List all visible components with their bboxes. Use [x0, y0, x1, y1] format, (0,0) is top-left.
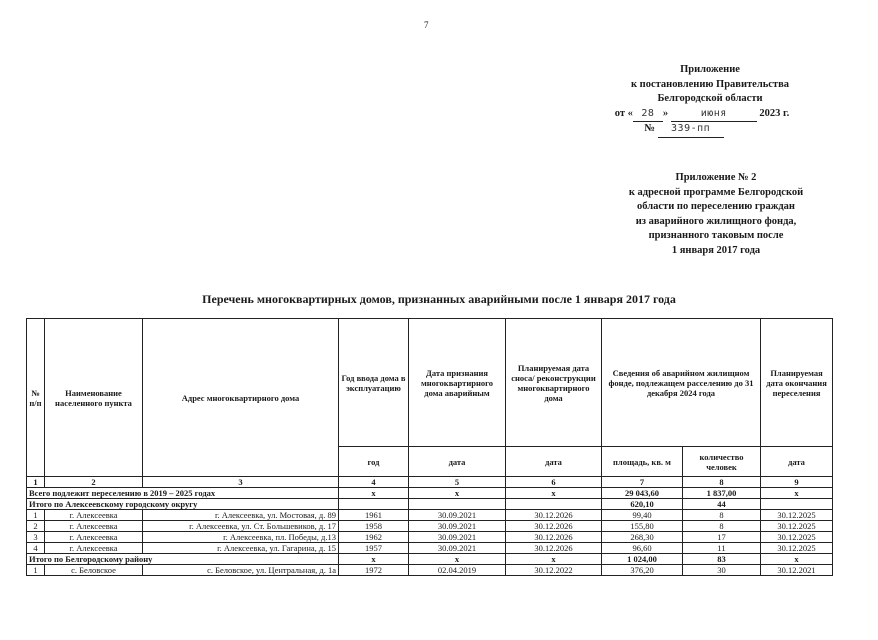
appendix2-line: 1 января 2017 года — [671, 244, 761, 256]
appendix2-line: к адресной программе Белгородской — [628, 186, 804, 198]
header-locality: Наименование населенного пункта — [45, 319, 143, 477]
appendix2-line: области по переселению граждан — [637, 201, 795, 212]
col-number: 5 — [409, 477, 506, 488]
col-number: 2 — [45, 477, 143, 488]
row-date-emergency: 30.09.2021 — [409, 543, 506, 554]
appendix-number-line — [534, 122, 834, 138]
row-num: 2 — [27, 521, 45, 532]
total-date: х — [506, 488, 602, 499]
header-row — [27, 319, 833, 447]
row-area: 96,60 — [602, 543, 683, 554]
row-date-demolition: 30.12.2026 — [506, 543, 602, 554]
table-row — [27, 521, 833, 532]
date-month: июня — [671, 107, 757, 123]
total-area: 29 043,60 — [602, 488, 683, 499]
row-area: 268,30 — [602, 532, 683, 543]
appendix-header — [560, 63, 860, 138]
total-row — [27, 488, 833, 499]
row-date-demolition: 30.12.2022 — [506, 565, 602, 576]
appendix2-line: из аварийного жилищного фонда, — [635, 215, 797, 227]
group-total-row — [27, 499, 833, 510]
group-area: 1 024,00 — [602, 554, 683, 565]
date-year: 2023 г. — [759, 107, 790, 119]
row-address: г. Алексеевка, пл. Победы, д.13 — [143, 532, 339, 543]
row-num: 3 — [27, 532, 45, 543]
group-year: х — [339, 554, 409, 565]
row-locality: г. Алексеевка — [45, 521, 143, 532]
row-year: 1972 — [339, 565, 409, 576]
row-num: 1 — [27, 510, 45, 521]
appendix2-line: признанного таковым после — [648, 230, 784, 241]
row-people: 17 — [683, 532, 761, 543]
date-prefix: от « — [614, 107, 633, 119]
appendix-line-1: Приложение — [680, 64, 740, 75]
total-year: х — [339, 488, 409, 499]
appendix2-header — [596, 171, 836, 258]
row-year: 1958 — [339, 521, 409, 532]
group-total-row — [27, 554, 833, 565]
row-date-emergency: 30.09.2021 — [409, 510, 506, 521]
date-day: 28 — [633, 107, 663, 123]
header-address: Адрес многоквартирного дома — [143, 319, 339, 477]
appendix-line-3: Белгородской области — [657, 93, 763, 104]
row-date-end: 30.12.2025 — [761, 532, 833, 543]
row-year: 1957 — [339, 543, 409, 554]
row-date-end: 30.12.2025 — [761, 543, 833, 554]
row-people: 8 — [683, 510, 761, 521]
row-date-demolition: 30.12.2026 — [506, 521, 602, 532]
col-number: 6 — [506, 477, 602, 488]
housing-table — [26, 318, 833, 576]
row-address: с. Беловское, ул. Центральная, д. 1а — [143, 565, 339, 576]
row-area: 155,80 — [602, 521, 683, 532]
row-num: 4 — [27, 543, 45, 554]
row-date-demolition: 30.12.2026 — [506, 510, 602, 521]
row-address: г. Алексеевка, ул. Гагарина, д. 15 — [143, 543, 339, 554]
row-people: 30 — [683, 565, 761, 576]
table-title: Перечень многоквартирных домов, признанных аварийными после 1 января 2017 года — [202, 292, 676, 306]
row-locality: г. Алексеевка — [45, 543, 143, 554]
col-number: 3 — [143, 477, 339, 488]
subheader-date: дата — [506, 447, 602, 477]
row-date-end: 30.12.2021 — [761, 565, 833, 576]
row-area: 376,20 — [602, 565, 683, 576]
appendix-date-line — [552, 107, 852, 123]
column-number-row — [27, 477, 833, 488]
row-year: 1962 — [339, 532, 409, 543]
total-date: х — [409, 488, 506, 499]
group-people: 44 — [683, 499, 761, 510]
header-num: № п/п — [27, 319, 45, 477]
table-row — [27, 543, 833, 554]
table-row — [27, 510, 833, 521]
col-number: 8 — [683, 477, 761, 488]
group-area: 620,10 — [602, 499, 683, 510]
group-date: х — [506, 554, 602, 565]
subheader-date: дата — [409, 447, 506, 477]
row-date-emergency: 30.09.2021 — [409, 521, 506, 532]
document-number: 339-пп — [658, 122, 724, 138]
appendix-line-2: к постановлению Правительства — [630, 78, 790, 90]
group-label: Итого по Алексеевскому городскому округу — [27, 499, 339, 510]
group-people: 83 — [683, 554, 761, 565]
row-locality: г. Алексеевка — [45, 510, 143, 521]
date-mid: » — [662, 107, 669, 119]
row-date-emergency: 02.04.2019 — [409, 565, 506, 576]
col-number: 7 — [602, 477, 683, 488]
row-locality: г. Алексеевка — [45, 532, 143, 543]
row-people: 11 — [683, 543, 761, 554]
col-number: 9 — [761, 477, 833, 488]
subheader-year: год — [339, 447, 409, 477]
row-address: г. Алексеевка, ул. Мостовая, д. 89 — [143, 510, 339, 521]
page-number: 7 — [424, 20, 429, 30]
number-prefix: № — [644, 123, 655, 134]
group-date: х — [409, 554, 506, 565]
total-label: Всего подлежит переселению в 2019 – 2025 годах — [27, 488, 339, 499]
total-people: 1 837,00 — [683, 488, 761, 499]
total-end-date: х — [761, 488, 833, 499]
subheader-area: площадь, кв. м — [602, 447, 683, 477]
row-num: 1 — [27, 565, 45, 576]
header-year-built: Год ввода дома в эксплуатацию — [339, 319, 409, 447]
header-date-emergency: Дата признания многоквартирного дома аварийным — [409, 319, 506, 447]
row-date-emergency: 30.09.2021 — [409, 532, 506, 543]
header-planned-end: Планируемая дата окончания переселения — [761, 319, 833, 447]
row-date-end: 30.12.2025 — [761, 510, 833, 521]
appendix2-line: Приложение № 2 — [675, 172, 757, 183]
row-address: г. Алексеевка, ул. Ст. Большевиков, д. 17 — [143, 521, 339, 532]
row-locality: с. Беловское — [45, 565, 143, 576]
row-date-end: 30.12.2025 — [761, 521, 833, 532]
row-people: 8 — [683, 521, 761, 532]
row-year: 1961 — [339, 510, 409, 521]
table-row — [27, 565, 833, 576]
subheader-people: количество человек — [683, 447, 761, 477]
header-planned-demolition: Планируемая дата сноса/ реконструкции многоквартирного дома — [506, 319, 602, 447]
table-row — [27, 532, 833, 543]
group-end-date: х — [761, 554, 833, 565]
subheader-date: дата — [761, 447, 833, 477]
col-number: 4 — [339, 477, 409, 488]
row-area: 99,40 — [602, 510, 683, 521]
header-info: Сведения об аварийном жилищном фонде, подлежащем расселению до 31 декабря 2024 года — [602, 319, 761, 447]
group-label: Итого по Белгородскому району — [27, 554, 339, 565]
row-date-demolition: 30.12.2026 — [506, 532, 602, 543]
col-number: 1 — [27, 477, 45, 488]
